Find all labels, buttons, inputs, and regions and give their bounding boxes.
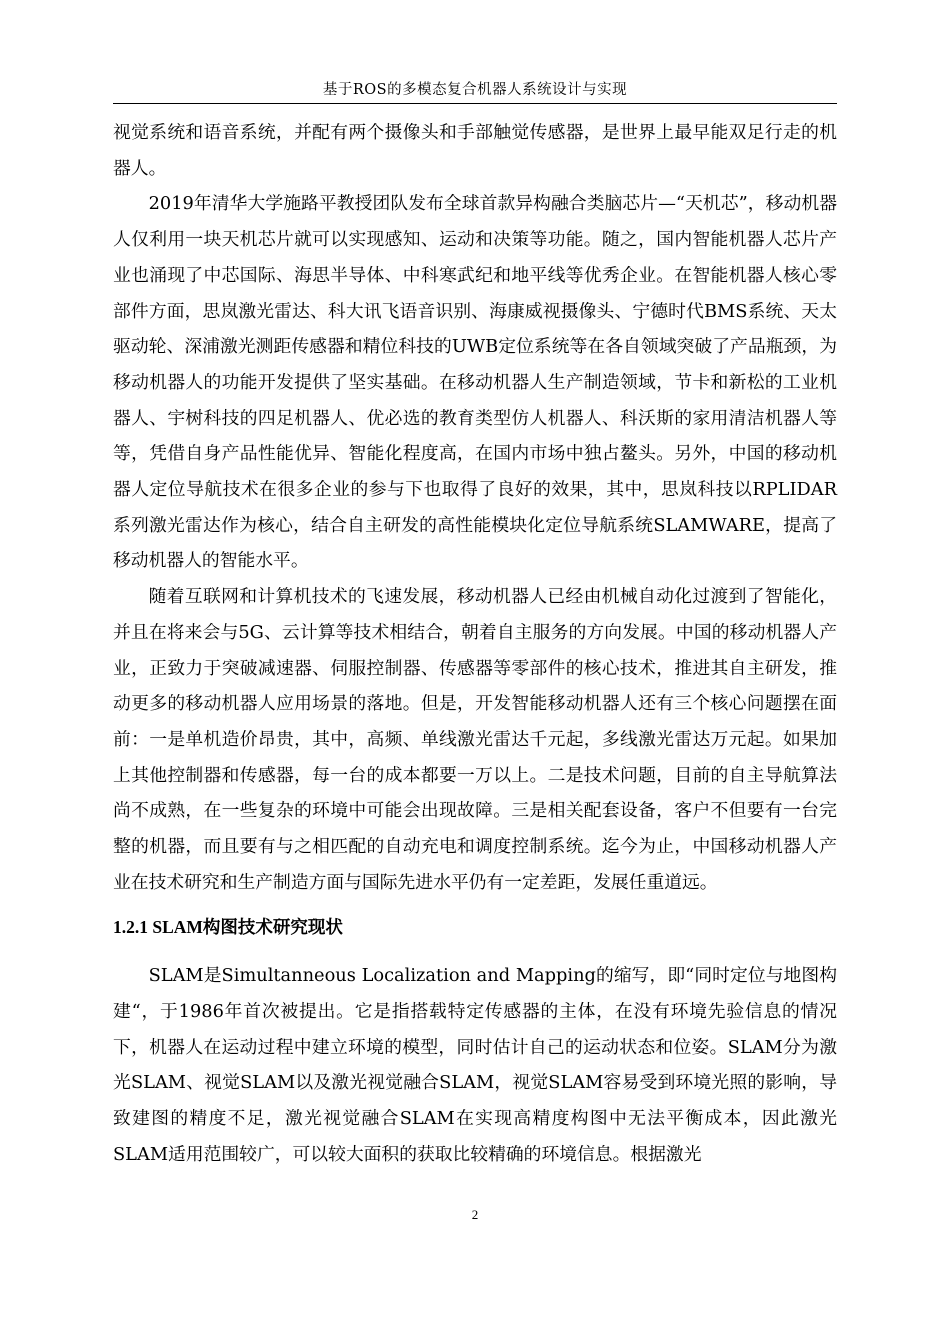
section-heading: 1.2.1 SLAM构图技术研究现状 [113, 917, 343, 938]
header-rule [113, 103, 837, 104]
paragraph-continuation: 视觉系统和语音系统，并配有两个摄像头和手部触觉传感器，是世界上最早能双足行走的机器人。 [113, 122, 837, 179]
paragraph-industry-development: 随着互联网和计算机技术的飞速发展，移动机器人已经由机械自动化过渡到了智能化，并且在将来会与5G、云计算等技术相结合，朝着自主服务的方向发展。中国的移动机器人产业，正致力于突破减速器、伺服控制器、传感器等零部件的核心技术，推进其自主研发，推动更多的移动机器人应用场景的落地。但是，开发智能移动机器人还有三个核心问题摆在面前：一是单机造价昂贵，其中，高频、单线激光雷达千元起，多线激光雷达万元起。如果加上其他控制器和传感器，每一台的成本都要一万以上。二是技术问题，目前的自主导航算法尚不成熟，在一些复杂的环境中可能会出现故障。三是相关配套设备，客户不但要有一台完整的机器，而且要有与之相匹配的自动充电和调度控制系统。迄今为止，中国移动机器人产业在技术研究和生产制造方面与国际先进水平仍有一定差距，发展任重道远。 [113, 586, 837, 893]
page-body [113, 115, 837, 1172]
paragraph-slam-definition: SLAM是Simultanneous Localization and Mapping的缩写，即“同时定位与地图构建“，于1986年首次被提出。它是指搭载特定传感器的主体，在没有环境先验信息的情况下，机器人在运动过程中建立环境的模型，同时估计自己的运动状态和位姿。SLAM分为激光SLAM、视觉SLAM以及激光视觉融合SLAM，视觉SLAM容易受到环境光照的影响，导致建图的精度不足，激光视觉融合SLAM在实现高精度构图中无法平衡成本，因此激光SLAM适用范围较广，可以较大面积的获取比较精确的环境信息。根据激光 [113, 965, 837, 1165]
page-number: 2 [471, 1207, 479, 1222]
paragraph-tianjic-chip: 2019年清华大学施路平教授团队发布全球首款异构融合类脑芯片—“天机芯”，移动机器人仅利用一块天机芯片就可以实现感知、运动和决策等功能。随之，国内智能机器人芯片产业也涌现了中芯国际、海思半导体、中科寒武纪和地平线等优秀企业。在智能机器人核心零部件方面，思岚激光雷达、科大讯飞语音识别、海康威视摄像头、宁德时代BMS系统、天太驱动轮、深浦激光测距传感器和精位科技的UWB定位系统等在各自领域突破了产品瓶颈，为移动机器人的功能开发提供了坚实基础。在移动机器人生产制造领域，节卡和新松的工业机器人、宇树科技的四足机器人、优必选的教育类型仿人机器人、科沃斯的家用清洁机器人等等，凭借自身产品性能优异、智能化程度高，在国内市场中独占鳌头。另外，中国的移动机器人定位导航技术在很多企业的参与下也取得了良好的效果，其中，思岚科技以RPLIDAR系列激光雷达作为核心，结合自主研发的高性能模块化定位导航系统SLAMWARE，提高了移动机器人的智能水平。 [113, 193, 837, 572]
running-header: 基于ROS的多模态复合机器人系统设计与实现 [322, 82, 628, 98]
